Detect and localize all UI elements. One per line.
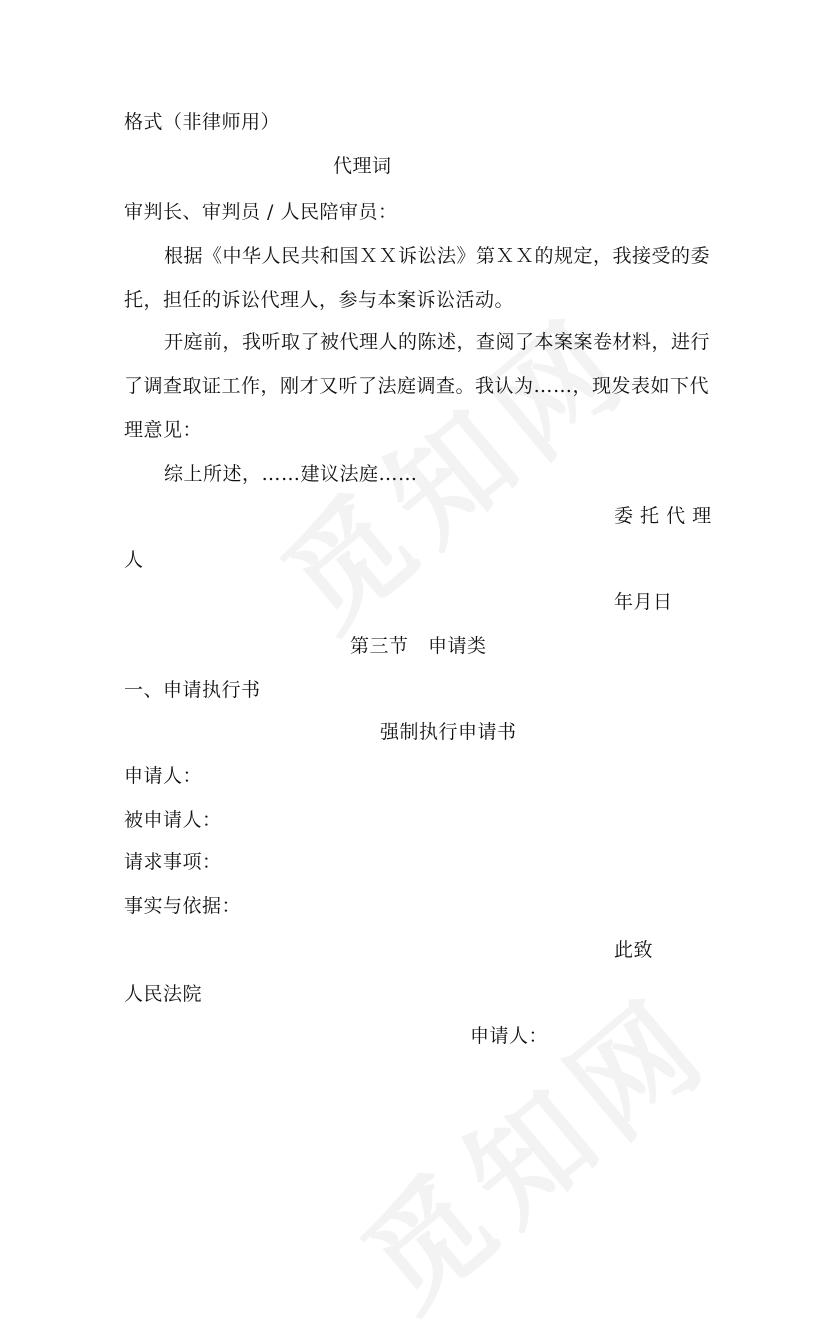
paragraph-2-line-3: 理意见： <box>124 419 203 441</box>
signer-label-cont: 人 <box>124 549 144 571</box>
field-facts: 事实与依据： <box>124 895 242 917</box>
subsection-heading: 一、申请执行书 <box>124 679 261 701</box>
date-line: 年月日 <box>614 591 673 613</box>
closing-phrase: 此致 <box>614 939 654 961</box>
document-title: 代理词 <box>333 155 392 177</box>
conclusion: 综上所述，……建议法庭…… <box>164 463 418 485</box>
signer-label: 委 托 代 理 <box>614 505 712 527</box>
watermark-bottom <box>322 951 741 1341</box>
form-title: 强制执行申请书 <box>380 721 517 743</box>
court-name: 人民法院 <box>124 983 203 1005</box>
paragraph-2-line-2: 了调查取证工作，刚才又听了法庭调查。我认为……，现发表如下代 <box>124 375 710 397</box>
paragraph-2-line-1: 开庭前，我听取了被代理人的陈述，查阅了本案案卷材料，进行 <box>164 331 711 353</box>
field-applicant: 申请人： <box>124 765 203 787</box>
paragraph-1-line-2: 托，担任的诉讼代理人，参与本案诉讼活动。 <box>124 289 515 311</box>
field-claims: 请求事项： <box>124 851 222 873</box>
section-heading: 第三节 申请类 <box>350 635 487 657</box>
applicant-signature: 申请人： <box>470 1025 549 1047</box>
salutation: 审判长、审判员 / 人民陪审员： <box>124 201 398 223</box>
paragraph-1-line-1: 根据《中华人民共和国ＸＸ诉讼法》第ＸＸ的规定，我接受的委 <box>164 245 711 267</box>
field-respondent: 被申请人： <box>124 809 222 831</box>
format-note: 格式（非律师用） <box>124 111 281 133</box>
